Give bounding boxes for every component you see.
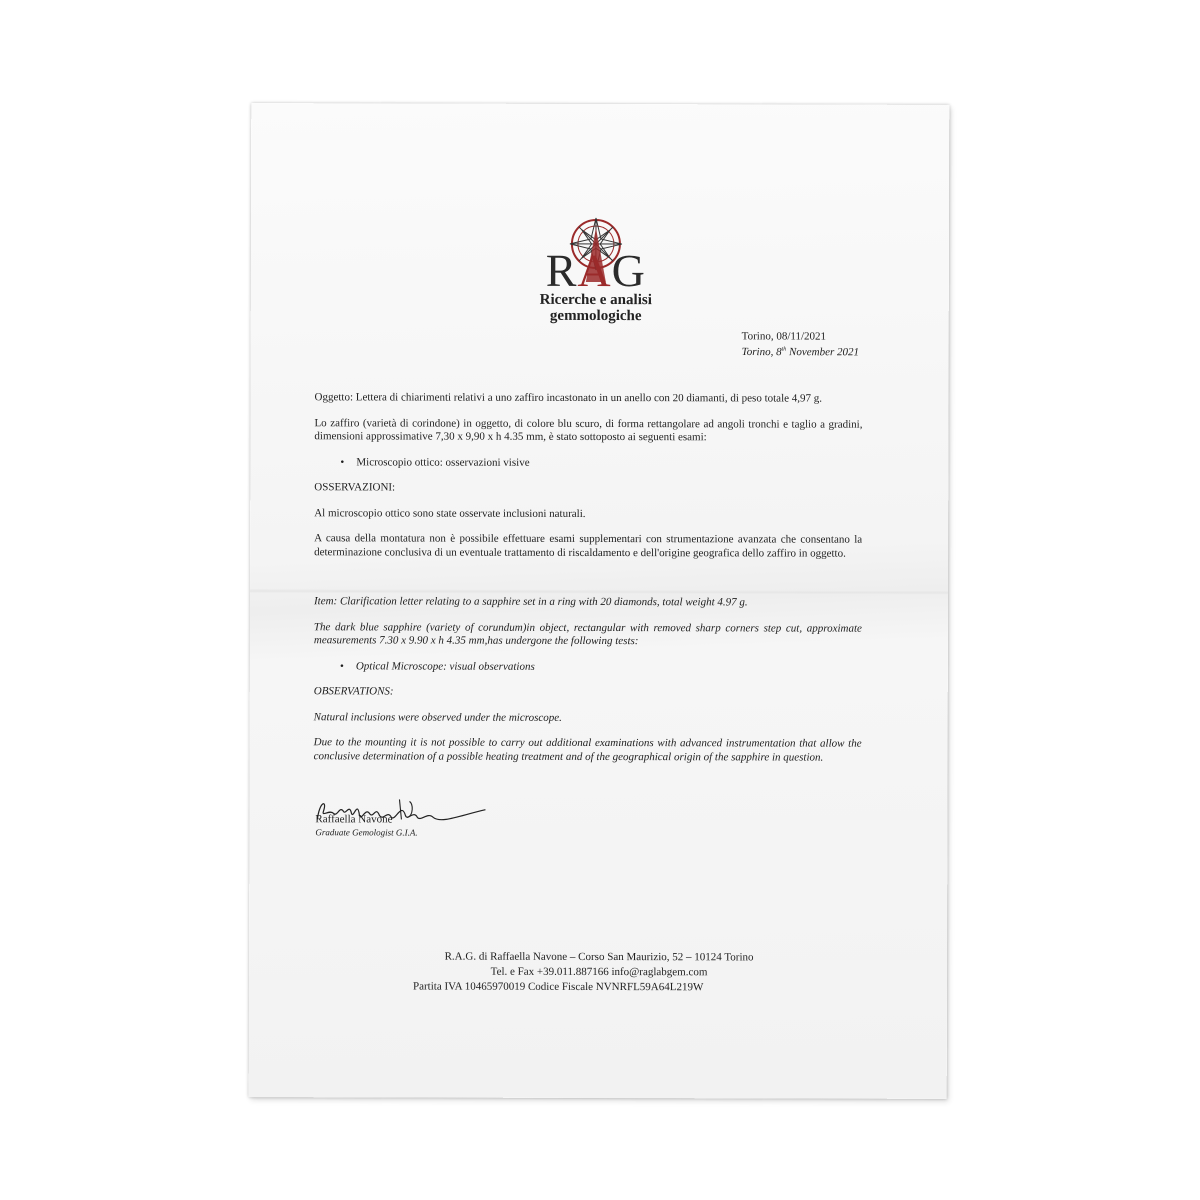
date-italian: Torino, 08/11/2021	[741, 330, 827, 343]
it-test-item: • Microscopio ottico: osservazioni visive	[340, 456, 862, 471]
it-note: A causa della montatura non è possibile effettuare esami supplementari con strumentazione avanzata che consentano la determinazione conclusiva di un eventuale trattamento di riscaldamento e dell'origine geografica dello zaffiro in oggetto.	[314, 532, 863, 560]
rag-logo	[521, 214, 671, 324]
logo-subtitle-2: gemmologiche	[549, 307, 642, 325]
logo-wordmark: RAG	[545, 244, 647, 297]
signature-block	[309, 791, 509, 852]
italian-section	[314, 391, 862, 572]
signatory-title: Graduate Gemologist G.I.A.	[315, 827, 418, 838]
letter-footer	[399, 949, 799, 995]
en-observations-heading: OBSERVATIONS:	[313, 685, 394, 698]
en-note: Due to the mounting it is not possible to carry out additional examinations with advanced instrumentation that allow the conclusive determination of a possible heating treatment and of the geographical origin of the sapphire in question.	[313, 736, 862, 764]
it-description: Lo zaffiro (varietà di corindone) in oggetto, di colore blu scuro, di forma rettangolare ad angoli tronchi e taglio a gradini, dimensioni approssimative 7,30 x 9,90 x h 4.35 mm, è stato sottoposto ai seguenti esami:	[314, 416, 863, 444]
it-observations-heading: OSSERVAZIONI:	[314, 481, 396, 494]
handwritten-signature	[309, 791, 489, 831]
en-observation: Natural inclusions were observed under the microscope.	[313, 710, 562, 724]
letter-paper	[249, 103, 950, 1099]
en-description: The dark blue sapphire (variety of corundum)in object, rectangular with removed sharp corners step cut, approximate measurements 7.30 x 9.90 x h 4.35 mm,has undergone the following tests:	[313, 620, 862, 648]
it-observation: Al microscopio ottico sono state osservate inclusioni naturali.	[314, 506, 586, 520]
date-english: Torino, 8th November 2021	[741, 346, 860, 359]
en-subject: Item: Clarification letter relating to a sapphire set in a ring with 20 diamonds, total weight 4.97 g.	[313, 595, 748, 609]
footer-tax: Partita IVA 10465970019 Codice Fiscale NVNRFL59A64L219W	[412, 980, 704, 994]
footer-contact: Tel. e Fax +39.011.887166 info@raglabgem.com	[490, 965, 708, 979]
signatory-name: Raffaella Navone	[315, 813, 393, 826]
en-test-item: • Optical Microscope: visual observations	[340, 660, 862, 675]
date-block	[742, 330, 859, 359]
english-section	[314, 595, 862, 776]
logo-subtitle-1: Ricerche e analisi	[539, 291, 652, 309]
paper-fold	[250, 589, 948, 595]
footer-address: R.A.G. di Raffaella Navone – Corso San Maurizio, 52 – 10124 Torino	[444, 950, 754, 964]
it-subject: Oggetto: Lettera di chiarimenti relativi a uno zaffiro incastonato in un anello con 20 diamanti, di peso totale 4,97 g.	[314, 391, 823, 405]
